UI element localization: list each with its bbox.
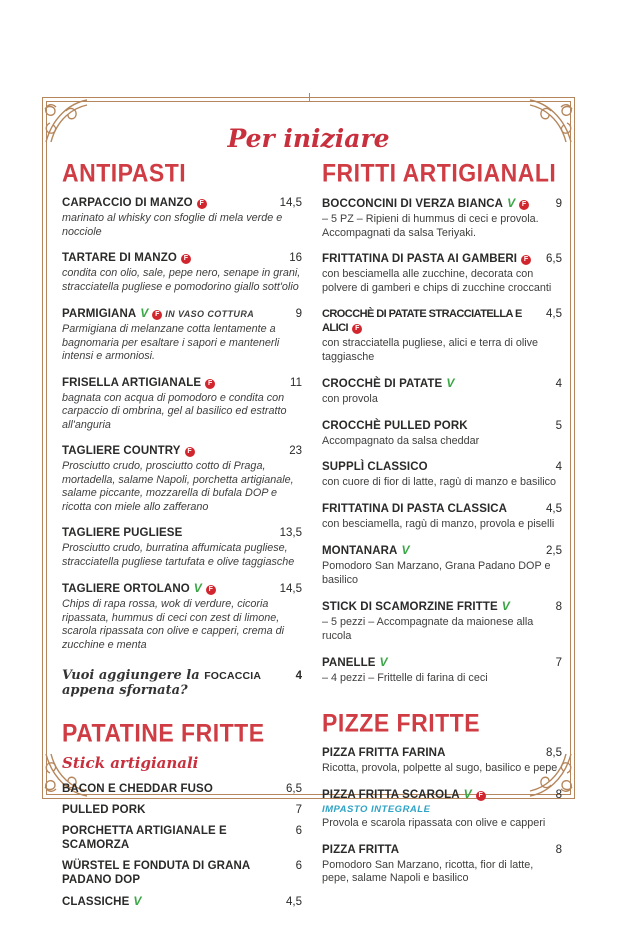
item-description: Prosciutto crudo, prosciutto cotto di Praga, mortadella, salame Napoli, porchetta artigianale, salame piccante, mozzarella di bufala DOP e ricotta con miele allo zafferano [62,460,294,513]
item-name: PIZZA FRITTA FARINA [322,746,446,759]
item-price: 9 [295,308,302,320]
item-name: PORCHETTA ARTIGIANALE E SCAMORZA [62,825,227,851]
item-description: Pomodoro San Marzano, ricotta, fior di latte, pepe, salame Napoli e basilico [322,858,534,884]
item-price: 4 [555,378,562,390]
item-description: bagnata con acqua di pomodoro e condita con carpaccio di ombrina, gel al basilico ed estratto all'anguria [62,391,287,431]
menu-item [62,824,302,852]
item-price: 9 [555,198,562,210]
menu-item [62,306,302,364]
menu-item [62,526,302,569]
focaccia-highlight: FOCACCIA [204,670,262,682]
item-description: – 4 pezzi – Frittelle di farina di ceci [322,672,488,684]
item-price: 8,5 [546,746,562,759]
item-name: CROCCHÈ PULLED PORK [322,419,468,432]
item-name: PIZZA FRITTA SCAROLA [322,789,460,801]
veg-icon: V [379,655,388,669]
menu-item [62,376,302,433]
veg-icon: V [133,894,142,908]
menu-item [322,746,562,776]
item-price: 4,5 [546,308,562,320]
item-price: 13,5 [279,527,302,539]
item-price: 4 [555,461,562,473]
section-title: FRITTI ARTIGIANALI [322,158,557,187]
item-price: 23 [289,445,302,457]
frozen-icon: F [519,200,529,210]
item-price: 8 [555,789,562,801]
item-price: 8 [555,843,562,856]
item-name: CARPACCIO DI MANZO [62,197,193,209]
item-name: TARTARE DI MANZO [62,252,177,264]
section-title: ANTIPASTI [62,158,187,187]
item-name: TAGLIERE COUNTRY [62,445,181,457]
menu-item [322,307,562,364]
item-name: FRISELLA ARTIGIANALE [62,376,202,389]
menu-item [62,859,302,887]
menu-item [62,251,302,294]
item-name: PARMIGIANA [62,308,137,320]
frozen-icon: F [206,585,216,595]
menu-item [322,543,562,587]
item-description: Accompagnato da salsa cheddar [322,434,480,447]
item-price: 6,5 [286,783,302,795]
item-price: 5 [555,419,562,432]
section-fritti-artigianali [322,160,562,686]
item-description: con stracciatella pugliese, alici e terra di olive taggiasche [322,337,539,363]
item-name: PANELLE [322,657,376,669]
section-title: PIZZE FRITTE [322,708,481,737]
menu-item [322,460,562,490]
item-description: Prosciutto crudo, burratina affumicata pugliese, stracciatella pugliese tartufata e olive taggiasche [62,542,295,568]
menu-item [322,252,562,295]
item-name: BACON E CHEDDAR FUSO [62,783,213,795]
item-name: STICK DI SCAMORZINE FRITTE [322,601,498,613]
item-name: WÜRSTEL E FONDUTA DI GRANA PADANO DOP [62,860,250,886]
frozen-icon: F [152,310,162,320]
item-name: SUPPLÌ CLASSICO [322,461,428,473]
right-column [322,160,562,904]
item-description: Chips di rapa rossa, wok di verdure, cicoria ripassata, hummus di ceci con zest di limone, scarola ripassata con olive e capperi, crema di zucchine e menta [62,598,285,651]
item-description: Ricotta, provola, polpette al sugo, basilico e pepe [322,761,558,774]
item-price: 6,5 [546,253,562,265]
section-title: PATATINE FRITTE [62,718,265,747]
menu-item [62,803,302,817]
item-name: CROCCHÈ DI PATATE [322,378,443,390]
item-description: Parmigiana di melanzane cotta lentamente a bagnomaria per esaltare i sapori e mantenerli intensi e armoniosi. [62,323,280,362]
veg-icon: V [446,376,455,390]
item-price: 14,5 [279,197,302,209]
focaccia-upsell-line [62,668,302,698]
menu-item [322,196,562,240]
item-name: PULLED PORK [62,804,146,816]
section-pizze-fritte [322,710,562,886]
item-price: 2,5 [546,545,562,557]
frozen-icon: F [181,254,191,264]
page-tagline: Per iniziare [227,124,390,153]
frozen-icon: F [476,791,486,801]
frozen-icon: F [521,255,531,265]
item-description: Pomodoro San Marzano, Grana Padano DOP e basilico [322,560,551,586]
item-name: BOCCONCINI DI VERZA BIANCA [322,198,504,210]
menu-item [62,782,302,796]
item-name: CLASSICHE [62,896,130,908]
item-description: marinato al whisky con sfoglie di mela verde e nocciole [62,212,283,238]
menu-item [322,599,562,643]
menu-item [62,581,302,652]
menu-item [322,787,562,831]
item-price: 7 [555,657,562,669]
item-description: – 5 pezzi – Accompagnate da maionese alla rucola [322,616,534,642]
cooking-note: IN VASO COTTURA [165,309,255,319]
veg-icon: V [193,581,202,595]
veg-icon: V [463,787,472,801]
item-price: 4 [295,670,302,682]
focaccia-text-pre: Vuoi aggiungere la [62,668,205,683]
item-description: condita con olio, sale, pepe nero, senape in grani, stracciatella pugliese e pomodorino giallo sott'olio [62,267,301,293]
item-price: 8 [555,601,562,613]
dough-type-tag: IMPASTO INTEGRALE [322,804,431,815]
veg-icon: V [501,599,510,613]
frozen-icon: F [197,199,207,209]
item-price: 6 [295,860,302,872]
item-name: MONTANARA [322,545,398,557]
item-price: 11 [290,376,302,389]
menu-item [62,894,302,909]
veg-icon: V [507,196,516,210]
menu-item [62,444,302,514]
item-price: 7 [295,804,302,816]
item-name: FRITTATINA DI PASTA AI GAMBERI [322,253,518,265]
frozen-icon: F [205,379,215,389]
item-price: 14,5 [279,583,302,595]
item-name: TAGLIERE ORTOLANO [62,583,190,595]
section-patatine-fritte [62,720,302,909]
focaccia-text-post: appena sfornata? [62,683,188,698]
item-description: – 5 PZ – Ripieni di hummus di ceci e provola. Accompagnati da salsa Teriyaki. [322,213,539,239]
item-description: con cuore di fior di latte, ragù di manzo e basilico [322,476,557,488]
menu-item [322,655,562,686]
left-column [62,160,302,927]
item-price: 4,5 [546,502,562,515]
menu-item [322,376,562,407]
item-description: Provola e scarola ripassata con olive e capperi [322,817,546,829]
frozen-icon: F [352,324,362,334]
frozen-icon: F [185,447,195,457]
veg-icon: V [401,543,410,557]
item-price: 16 [289,252,302,264]
item-name: CROCCHÈ DI PATATE STRACCIATELLA E ALICI [322,308,522,334]
item-description: con provola [322,393,378,405]
item-description: con besciamella, ragù di manzo, provola e piselli [322,517,555,530]
top-center-tick [309,93,310,102]
section-subtitle: Stick artigianali [62,754,199,772]
item-name: PIZZA FRITTA [322,843,400,856]
menu-item [322,502,562,532]
item-price: 4,5 [286,896,302,908]
item-name: TAGLIERE PUGLIESE [62,527,183,539]
veg-icon: V [140,306,149,320]
menu-item [62,196,302,239]
section-antipasti [62,160,302,698]
item-name: FRITTATINA DI PASTA CLASSICA [322,502,508,515]
item-price: 6 [295,825,302,837]
menu-item [322,419,562,449]
item-description: con besciamella alle zucchine, decorata con polvere di gamberi e chips di zucchine croccanti [322,268,552,294]
